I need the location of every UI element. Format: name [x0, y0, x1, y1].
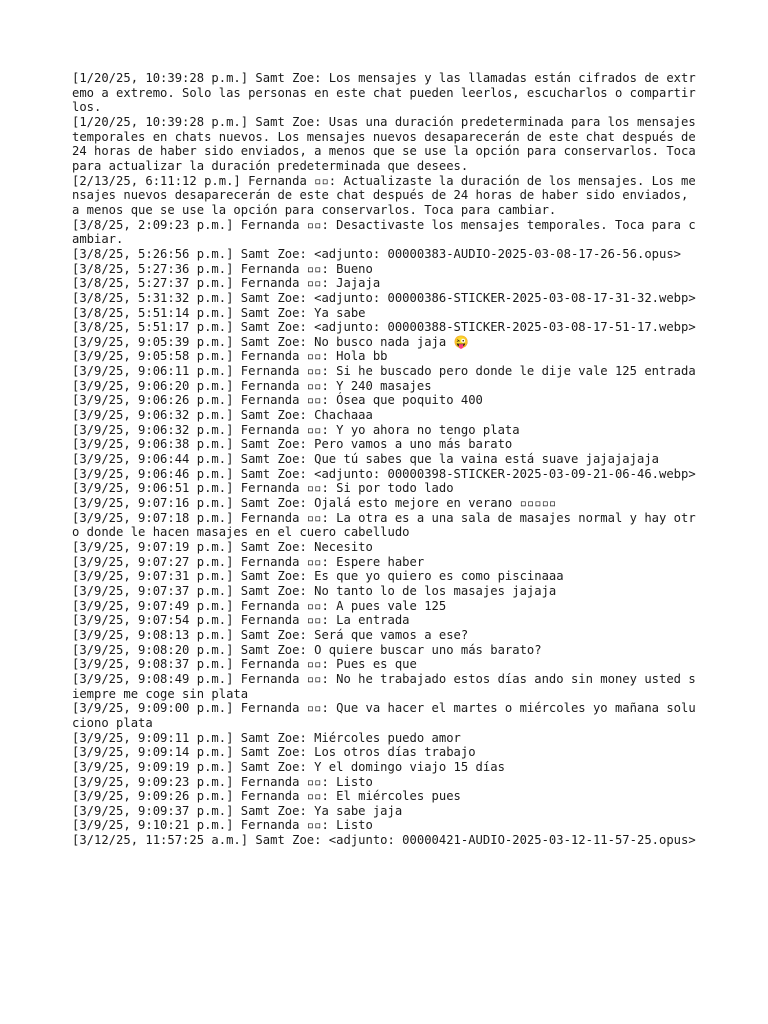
- chat-message-line: [3/9/25, 9:07:27 p.m.] Fernanda ▫▫: Espere haber: [72, 554, 425, 569]
- chat-message-line: [3/9/25, 9:06:44 p.m.] Samt Zoe: Que tú sabes que la vaina está suave jajajajaja: [72, 452, 659, 467]
- chat-message-line: [3/9/25, 9:07:49 p.m.] Fernanda ▫▫: A pues vale 125: [72, 598, 447, 613]
- chat-message-line: [3/8/25, 5:26:56 p.m.] Samt Zoe: <adjunto: 00000383-AUDIO-2025-03-08-17-26-56.opus>: [72, 246, 682, 261]
- chat-message-line: [3/9/25, 9:06:26 p.m.] Fernanda ▫▫: Ósea que poquito 400: [72, 393, 483, 408]
- chat-message-line: [2/13/25, 6:11:12 p.m.] Fernanda ▫▫: Actualizaste la duración de los mensajes. Los mensajes nuevos desaparecerán de este chat después de 24 horas de haber sido enviados, a menos que se use la opción para conservarlos. Toca para cambiar.: [72, 173, 696, 217]
- chat-message-line: [3/9/25, 9:09:37 p.m.] Samt Zoe: Ya sabe jaja: [72, 803, 403, 818]
- chat-message-line: [1/20/25, 10:39:28 p.m.] Samt Zoe: Usas una duración predeterminada para los mensajes temporales en chats nuevos. Los mensajes nuevos desaparecerán de este chat después de 24 horas de haber sido enviados, a menos que se use la opción para conservarlos. Toca para actualizar la duración predeterminada que desees.: [72, 114, 704, 173]
- chat-message-line: [3/9/25, 9:08:49 p.m.] Fernanda ▫▫: No he trabajado estos días ando sin money usted siempre me coge sin plata: [72, 671, 696, 701]
- chat-message-line: [3/9/25, 9:06:11 p.m.] Fernanda ▫▫: Si he buscado pero donde le dije vale 125 entrada: [72, 364, 696, 379]
- chat-message-line: [3/9/25, 9:06:32 p.m.] Fernanda ▫▫: Y yo ahora no tengo plata: [72, 422, 520, 437]
- chat-message-line: [3/9/25, 9:08:37 p.m.] Fernanda ▫▫: Pues es que: [72, 657, 417, 672]
- chat-message-line: [3/8/25, 5:51:14 p.m.] Samt Zoe: Ya sabe: [72, 305, 366, 320]
- chat-message-line: [3/9/25, 9:07:19 p.m.] Samt Zoe: Necesito: [72, 540, 373, 554]
- chat-message-line: [3/12/25, 11:57:25 a.m.] Samt Zoe: <adjunto: 00000421-AUDIO-2025-03-12-11-57-25.opus>: [72, 833, 696, 848]
- chat-message-line: [3/9/25, 9:09:11 p.m.] Samt Zoe: Miércoles puedo amor: [72, 730, 461, 745]
- chat-message-line: [3/9/25, 9:09:26 p.m.] Fernanda ▫▫: El miércoles pues: [72, 789, 461, 804]
- chat-message-line: [3/9/25, 9:07:18 p.m.] Fernanda ▫▫: La otra es a una sala de masajes normal y hay otro donde le hacen masajes en el cuero cabelludo: [72, 510, 696, 540]
- chat-message-line: [3/9/25, 9:09:00 p.m.] Fernanda ▫▫: Que va hacer el martes o miércoles yo mañana soluciono plata: [72, 701, 696, 730]
- chat-export-document: [72, 71, 702, 848]
- chat-message-line: [3/8/25, 5:51:17 p.m.] Samt Zoe: <adjunto: 00000388-STICKER-2025-03-08-17-51-17.webp>: [72, 320, 696, 335]
- chat-message-line: [3/9/25, 9:08:13 p.m.] Samt Zoe: Será que vamos a ese?: [72, 627, 469, 642]
- chat-message-line: [3/8/25, 5:27:37 p.m.] Fernanda ▫▫: Jajaja: [72, 276, 381, 291]
- chat-message-line: [3/9/25, 9:07:54 p.m.] Fernanda ▫▫: La entrada: [72, 613, 410, 628]
- chat-message-line: [3/9/25, 9:05:39 p.m.] Samt Zoe: No busco nada jaja 😜: [72, 334, 469, 349]
- chat-message-line: [3/9/25, 9:08:20 p.m.] Samt Zoe: O quiere buscar uno más barato?: [72, 642, 542, 657]
- chat-message-line: [3/9/25, 9:09:23 p.m.] Fernanda ▫▫: Listo: [72, 774, 373, 789]
- chat-message-line: [3/8/25, 5:27:36 p.m.] Fernanda ▫▫: Bueno: [72, 261, 373, 276]
- chat-message-line: [3/9/25, 9:07:31 p.m.] Samt Zoe: Es que yo quiero es como piscinaaa: [72, 569, 564, 584]
- chat-message-line: [3/9/25, 9:06:46 p.m.] Samt Zoe: <adjunto: 00000398-STICKER-2025-03-09-21-06-46.webp>: [72, 466, 696, 481]
- chat-message-line: [3/9/25, 9:09:14 p.m.] Samt Zoe: Los otros días trabajo: [72, 745, 476, 760]
- chat-message-line: [3/9/25, 9:07:37 p.m.] Samt Zoe: No tanto lo de los masajes jajaja: [72, 583, 557, 598]
- chat-message-line: [3/8/25, 2:09:23 p.m.] Fernanda ▫▫: Desactivaste los mensajes temporales. Toca para cambiar.: [72, 217, 696, 247]
- chat-message-line: [3/9/25, 9:06:32 p.m.] Samt Zoe: Chachaaa: [72, 408, 373, 423]
- chat-message-line: [3/8/25, 5:31:32 p.m.] Samt Zoe: <adjunto: 00000386-STICKER-2025-03-08-17-31-32.webp>: [72, 290, 696, 305]
- chat-message-line: [3/9/25, 9:06:20 p.m.] Fernanda ▫▫: Y 240 masajes: [72, 378, 432, 393]
- chat-message-line: [3/9/25, 9:09:19 p.m.] Samt Zoe: Y el domingo viajo 15 días: [72, 759, 505, 774]
- chat-message-line: [3/9/25, 9:05:58 p.m.] Fernanda ▫▫: Hola bb: [72, 349, 388, 364]
- chat-message-line: [3/9/25, 9:06:51 p.m.] Fernanda ▫▫: Si por todo lado: [72, 481, 454, 496]
- chat-message-line: [3/9/25, 9:10:21 p.m.] Fernanda ▫▫: Listo: [72, 818, 373, 833]
- chat-message-line: [3/9/25, 9:06:38 p.m.] Samt Zoe: Pero vamos a uno más barato: [72, 437, 513, 452]
- chat-message-line: [3/9/25, 9:07:16 p.m.] Samt Zoe: Ojalá esto mejore en verano ▫▫▫▫▫: [72, 496, 557, 511]
- chat-message-line: [1/20/25, 10:39:28 p.m.] Samt Zoe: Los mensajes y las llamadas están cifrados de extremo a extremo. Solo las personas en este chat pueden leerlos, escucharlos o compartirlos.: [72, 71, 696, 115]
